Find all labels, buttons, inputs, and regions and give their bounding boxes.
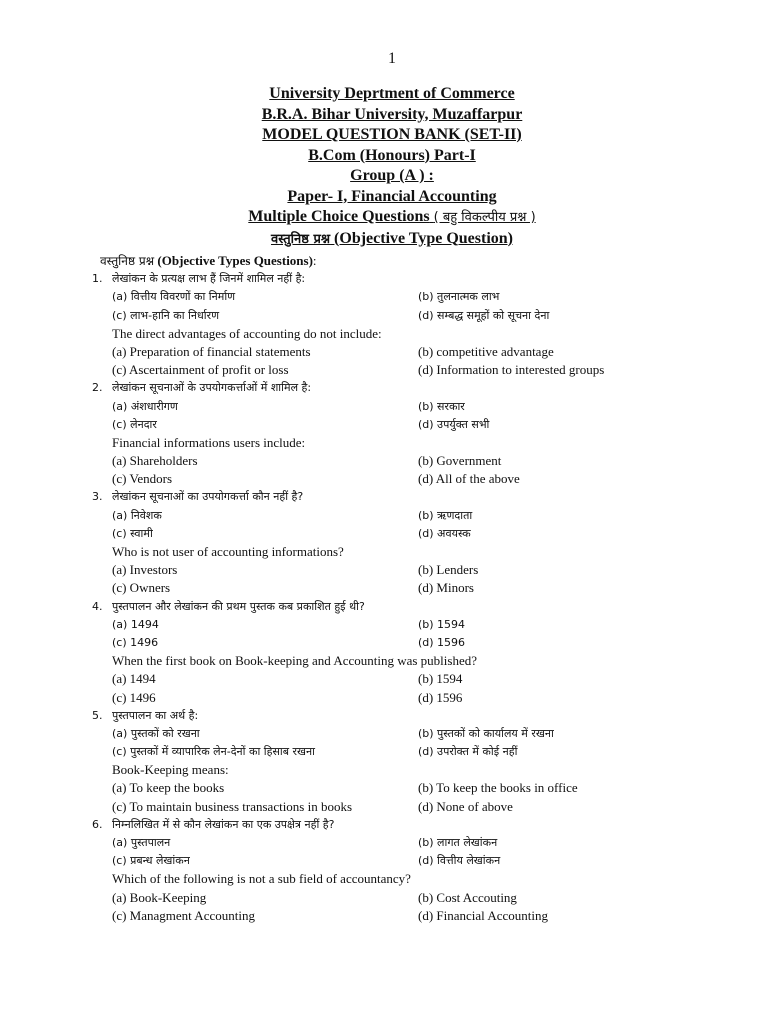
section-intro-en: (Objective Types Questions)	[157, 253, 313, 268]
question-text-hi	[92, 270, 752, 288]
option-row-hi	[92, 634, 752, 652]
option-row-hi	[92, 525, 752, 543]
question-hi: पुस्तपालन का अर्थ है:	[112, 708, 199, 722]
question-text-hi	[92, 707, 752, 725]
option-en: (d) None of above	[418, 798, 513, 814]
option-hi: (b) सरकार	[418, 399, 465, 413]
option-hi: (d) वित्तीय लेखांकन	[418, 854, 501, 868]
option-row-en	[92, 907, 752, 925]
option-en: (d) Financial Accounting	[418, 907, 548, 923]
question-text-en	[92, 434, 752, 452]
option-hi: (d) उपर्युक्त सभी	[418, 417, 490, 431]
question-text-en	[92, 870, 752, 888]
option-en: (b) Lenders	[418, 562, 479, 578]
question-text-hi	[92, 816, 752, 834]
paper-title: Paper- I, Financial Accounting	[287, 187, 497, 205]
question-en: Who is not user of accounting informations?	[112, 544, 344, 560]
option-row-hi	[92, 725, 752, 743]
question-block	[92, 488, 752, 597]
page-number: 1	[388, 50, 396, 67]
option-en: (b) To keep the books in office	[418, 780, 578, 796]
option-en: (d) All of the above	[418, 471, 520, 487]
option-row-en	[92, 561, 752, 579]
option-row-hi	[92, 398, 752, 416]
department-title: University Deprtment of Commerce	[269, 85, 515, 102]
question-bank-title: MODEL QUESTION BANK (SET-II)	[262, 126, 522, 143]
option-en: (c) Ascertainment of profit or loss	[112, 362, 289, 378]
option-row-en	[92, 361, 752, 379]
option-row-hi	[92, 852, 752, 870]
university-title: B.R.A. Bihar University, Muzaffarpur	[261, 105, 523, 123]
question-block	[92, 598, 752, 707]
option-row-en	[92, 889, 752, 907]
option-hi: (c) लाभ-हानि का निर्धारण	[112, 308, 220, 322]
option-hi: (c) 1496	[112, 635, 159, 649]
option-row-en	[92, 470, 752, 488]
objective-heading-en: (Objective Type Question)	[334, 229, 513, 247]
option-hi: (d) अवयस्क	[418, 526, 471, 540]
option-en: (a) Investors	[112, 562, 178, 578]
option-hi: (b) ऋणदाता	[418, 508, 473, 522]
question-en: When the first book on Book-keeping and Accounting was published?	[112, 653, 478, 669]
question-text-hi	[92, 598, 752, 616]
option-en: (b) 1594	[418, 671, 463, 687]
question-list	[92, 252, 752, 925]
option-row-en	[92, 798, 752, 816]
mcq-heading-hi: ( बहु विकल्पीय प्रश्न )	[433, 210, 536, 225]
section-intro-colon: :	[312, 253, 317, 268]
question-text-en	[92, 761, 752, 779]
option-row-hi	[92, 834, 752, 852]
question-number: 6.	[92, 817, 103, 831]
group-title: Group (A ) :	[350, 167, 434, 184]
option-en: (a) To keep the books	[112, 780, 225, 796]
option-hi: (b) लागत लेखांकन	[418, 836, 498, 850]
option-hi: (d) सम्बद्ध समूहों को सूचना देना	[418, 308, 550, 322]
question-number: 2.	[92, 381, 103, 395]
question-en: Financial informations users include:	[112, 434, 306, 450]
section-intro-hi: वस्तुनिष्ठ प्रश्न	[100, 254, 155, 268]
question-hi: निम्नलिखित में से कौन लेखांकन का एक उपक्षेत्र नहीं है?	[112, 817, 335, 831]
option-en: (b) Government	[418, 453, 502, 469]
option-hi: (c) लेनदार	[112, 417, 157, 431]
question-hi: पुस्तपालन और लेखांकन की प्रथम पुस्तक कब प्रकाशित हुई थी?	[112, 599, 365, 613]
option-en: (b) Cost Accouting	[418, 889, 517, 905]
question-number: 4.	[92, 599, 103, 613]
option-hi: (c) स्वामी	[112, 526, 153, 540]
option-en: (a) Preparation of financial statements	[112, 343, 311, 359]
question-text-en	[92, 325, 752, 343]
question-text-en	[92, 543, 752, 561]
mcq-heading	[0, 207, 768, 229]
option-row-en	[92, 670, 752, 688]
option-hi: (a) अंशधारीगण	[112, 399, 178, 413]
option-row-hi	[92, 288, 752, 306]
option-hi: (c) प्रबन्ध लेखांकन	[112, 854, 190, 868]
question-en: The direct advantages of accounting do not include:	[112, 325, 382, 341]
question-hi: लेखांकन के प्रत्यक्ष लाभ हैं जिनमें शामिल नहीं है:	[112, 272, 306, 286]
option-row-hi	[92, 616, 752, 634]
question-block	[92, 270, 752, 379]
option-row-hi	[92, 416, 752, 434]
objective-heading-hi: वस्तुनिष्ठ प्रश्न	[270, 231, 331, 247]
question-number: 3.	[92, 490, 103, 504]
question-block	[92, 379, 752, 488]
question-en: Which of the following is not a sub field of accountancy?	[112, 871, 411, 887]
question-number: 1.	[92, 272, 103, 286]
option-hi: (a) पुस्तपालन	[112, 836, 171, 850]
option-hi: (c) पुस्तकों में व्यापारिक लेन-देनों का हिसाब रखना	[112, 745, 315, 759]
option-row-hi	[92, 743, 752, 761]
option-row-hi	[92, 307, 752, 325]
option-en: (a) 1494	[112, 671, 156, 687]
option-en: (d) 1596	[418, 689, 463, 705]
option-en: (d) Information to interested groups	[418, 362, 605, 378]
question-text-hi	[92, 488, 752, 506]
option-en: (c) To maintain business transactions in books	[112, 798, 353, 814]
option-hi: (d) उपरोक्त में कोई नहीं	[418, 745, 518, 759]
question-hi: लेखांकन सूचनाओं के उपयोगकर्त्ताओं में शामिल है:	[112, 381, 312, 395]
option-hi: (a) 1494	[112, 617, 159, 631]
option-hi: (b) तुलनात्मक लाभ	[418, 290, 500, 304]
mcq-heading-en: Multiple Choice Questions	[248, 208, 430, 225]
option-row-en	[92, 779, 752, 797]
option-row-hi	[92, 507, 752, 525]
option-en: (a) Book-Keeping	[112, 889, 207, 905]
option-hi: (a) पुस्तकों को रखना	[112, 726, 200, 740]
question-text-hi	[92, 379, 752, 397]
question-block	[92, 816, 752, 925]
option-hi: (a) निवेशक	[112, 508, 162, 522]
option-en: (a) Shareholders	[112, 453, 198, 469]
objective-heading	[0, 229, 768, 251]
question-block	[92, 707, 752, 816]
question-text-en	[92, 652, 752, 670]
document-header	[0, 84, 768, 250]
section-intro	[100, 252, 752, 270]
question-en: Book-Keeping means:	[112, 762, 229, 778]
option-en: (c) Vendors	[112, 471, 173, 487]
option-row-en	[92, 343, 752, 361]
question-hi: लेखांकन सूचनाओं का उपयोगकर्त्ता कौन नहीं है?	[112, 490, 304, 504]
option-hi: (b) पुस्तकों को कार्यालय में रखना	[418, 726, 554, 740]
option-row-en	[92, 452, 752, 470]
option-hi: (b) 1594	[418, 617, 466, 631]
option-row-en	[92, 579, 752, 597]
question-number: 5.	[92, 708, 103, 722]
option-row-en	[92, 689, 752, 707]
option-en: (c) Managment Accounting	[112, 907, 255, 923]
option-hi: (a) वित्तीय विवरणों का निर्माण	[112, 290, 236, 304]
option-en: (c) Owners	[112, 580, 171, 596]
option-en: (d) Minors	[418, 580, 474, 596]
option-en: (c) 1496	[112, 689, 156, 705]
course-title: B.Com (Honours) Part-I	[308, 146, 476, 164]
option-en: (b) competitive advantage	[418, 343, 554, 359]
option-hi: (d) 1596	[418, 635, 466, 649]
